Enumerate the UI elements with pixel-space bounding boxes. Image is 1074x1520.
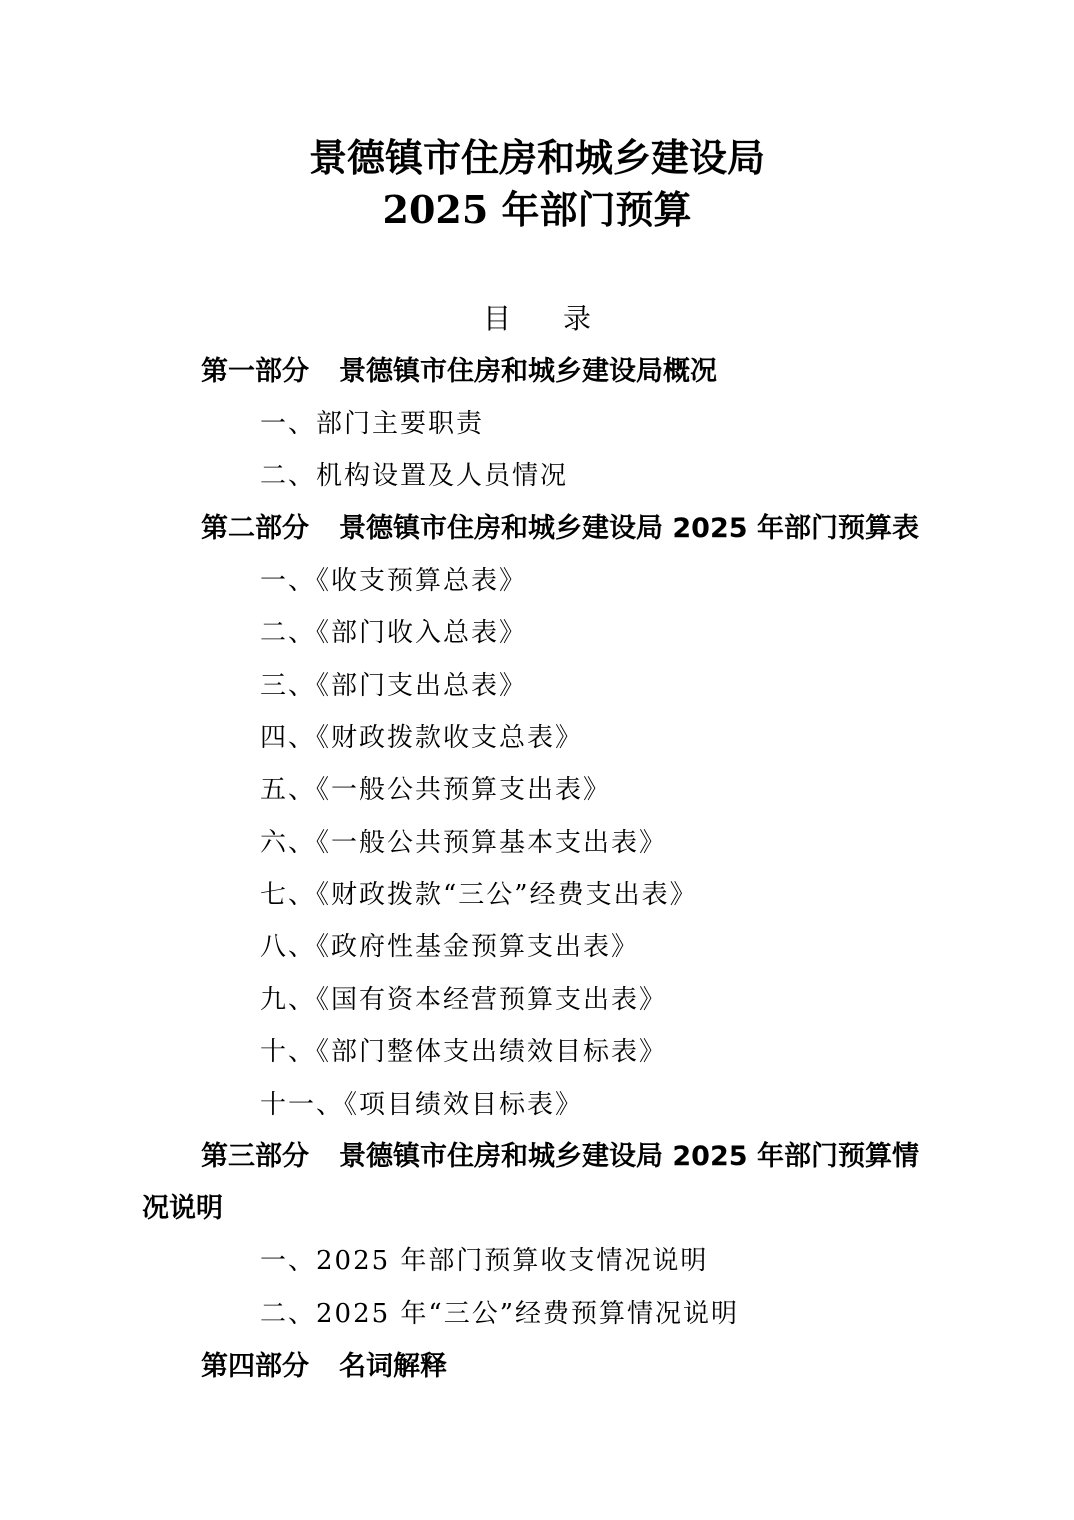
toc-item[interactable]: 二、《部门收入总表》 — [260, 618, 528, 648]
toc-part-title: 名词解释 — [339, 1351, 447, 1382]
toc-item[interactable]: 七、《财政拨款“三公”经费支出表》 — [260, 880, 698, 910]
toc-item[interactable]: 四、《财政拨款收支总表》 — [260, 723, 584, 753]
toc-item[interactable]: 二、2025 年“三公”经费预算情况说明 — [260, 1299, 740, 1329]
document-title-line-2: 2025 年部门预算 — [382, 187, 692, 232]
toc-item[interactable]: 十、《部门整体支出绩效目标表》 — [260, 1037, 668, 1067]
toc-part-3-title-continuation[interactable]: 况说明 — [142, 1193, 223, 1224]
toc-item[interactable]: 十一、《项目绩效目标表》 — [260, 1090, 584, 1120]
toc-item[interactable]: 一、《收支预算总表》 — [260, 566, 528, 596]
toc-part-label: 第一部分 — [201, 356, 309, 387]
toc-part-title: 景德镇市住房和城乡建设局概况 — [339, 356, 717, 387]
toc-item[interactable]: 五、《一般公共预算支出表》 — [260, 775, 612, 805]
toc-item[interactable]: 三、《部门支出总表》 — [260, 671, 528, 701]
toc-item[interactable]: 六、《一般公共预算基本支出表》 — [260, 828, 668, 858]
document-title-line-1: 景德镇市住房和城乡建设局 — [308, 135, 765, 180]
toc-part-4[interactable] — [201, 1348, 447, 1386]
toc-heading: 目录 — [482, 302, 643, 335]
toc-item[interactable]: 九、《国有资本经营预算支出表》 — [260, 985, 668, 1015]
toc-part-title: 景德镇市住房和城乡建设局 2025 年部门预算表 — [339, 513, 919, 544]
toc-item[interactable]: 一、2025 年部门预算收支情况说明 — [260, 1246, 709, 1276]
toc-part-label: 第四部分 — [201, 1351, 309, 1382]
toc-item[interactable]: 八、《政府性基金预算支出表》 — [260, 932, 640, 962]
toc-part-2[interactable] — [201, 510, 919, 548]
toc-item[interactable]: 二、机构设置及人员情况 — [260, 461, 569, 491]
toc-part-label: 第三部分 — [201, 1141, 309, 1172]
toc-part-label: 第二部分 — [201, 513, 309, 544]
toc-part-1[interactable] — [201, 353, 717, 391]
toc-part-title: 景德镇市住房和城乡建设局 2025 年部门预算情 — [339, 1141, 919, 1172]
toc-part-3[interactable] — [201, 1138, 919, 1176]
toc-item[interactable]: 一、部门主要职责 — [260, 409, 485, 439]
